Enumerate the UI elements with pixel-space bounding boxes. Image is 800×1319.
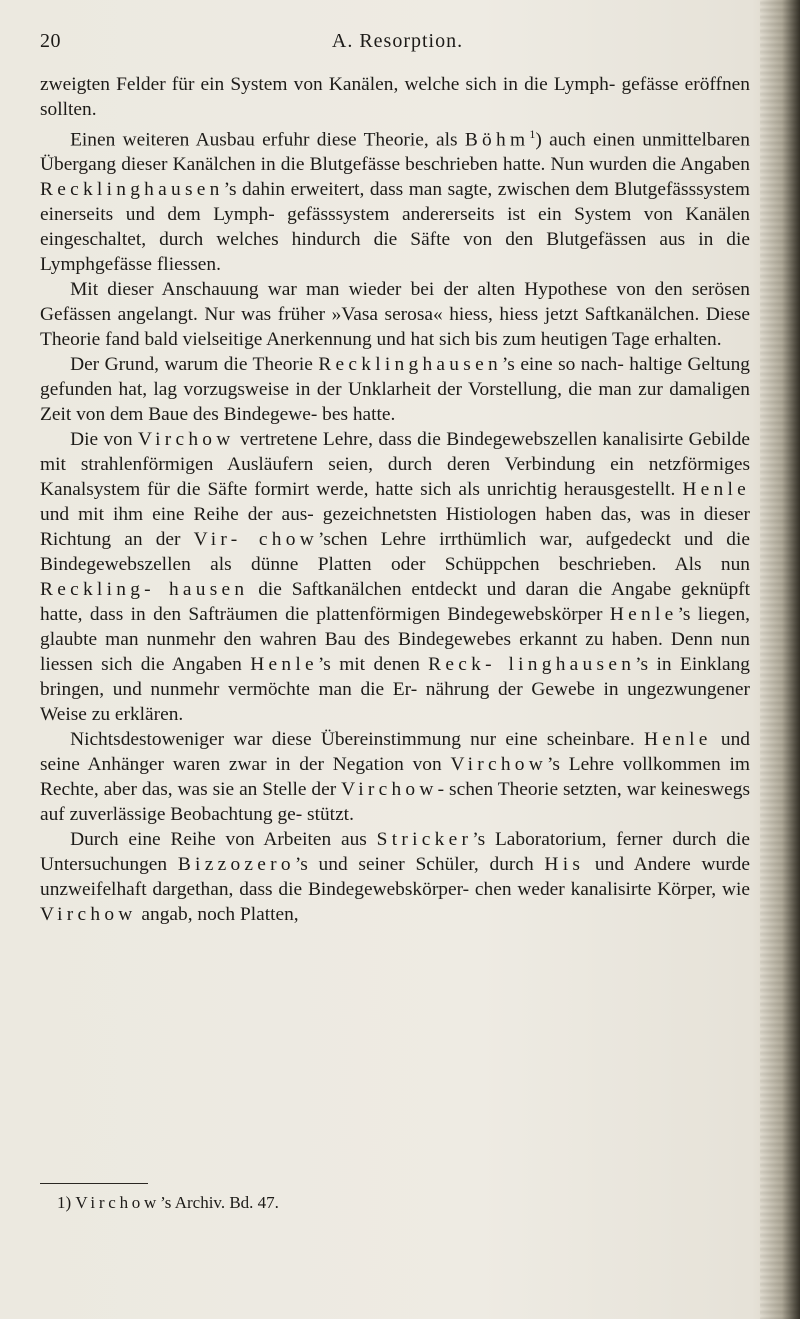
- body-text: [40, 72, 750, 927]
- binding-edge: [760, 0, 800, 1319]
- text-run: und Andere wurde unzweifelhaft dargethan, dass die Bindegewebskörper- chen weder kanalisirte Körper, wie: [40, 854, 750, 901]
- text-run: ’s Laboratorium, ferner durch die Untersuchungen: [40, 829, 750, 876]
- text-run: und mit ihm eine Reihe der aus- gezeichnetsten Histiologen haben das, was in dieser Richtung an der: [40, 504, 750, 551]
- paragraph-6: [40, 727, 750, 827]
- author-name: Henle: [250, 654, 318, 676]
- text-run: ’s mit denen: [317, 654, 429, 676]
- footnote-ref: 1: [529, 127, 536, 141]
- author-name: His: [544, 854, 585, 876]
- text-run: angab, noch Platten,: [136, 904, 299, 926]
- text-run: ’s eine so nach- haltige Geltung gefunden hat, lag vorzugsweise in der Unklarheit der Vorstellung, die man zur damaligen Zeit von dem Baue des Bindegewe- bes hatte.: [40, 354, 750, 426]
- author-name: Böhm: [464, 129, 530, 151]
- paragraph-4: [40, 352, 750, 427]
- footnote-text: ’s Archiv. Bd. 47.: [160, 1193, 279, 1212]
- text-run: Nichtsdestoweniger war diese Übereinstimmung nur eine scheinbare.: [70, 729, 644, 751]
- text-run: Die von: [70, 429, 138, 451]
- text-run: und seine Anhänger waren zwar in der Negation von: [40, 729, 750, 776]
- text-run: ’s Lehre vollkommen im Rechte, aber das, was sie an Stelle der: [40, 754, 750, 801]
- author-name: Recklinghausen: [318, 354, 502, 376]
- text-run: die Saftkanälchen entdeckt und daran die Angabe geknüpft hatte, dass in den Safträumen die plattenförmigen Bindegewebskörper: [40, 579, 750, 626]
- text-run: Einen weiteren Ausbau erfuhr diese Theorie, als: [70, 129, 465, 151]
- text-run: ’s dahin erweitert, dass man sagte, zwischen dem Blutgefässsystem einerseits und dem Lymph- gefässsystem andererseits ist ein System von Kanälen eingeschaltet, durch welches hindurch die Säfte von den Blutgefässen aus in die Lymphgefässe fliessen.: [40, 179, 750, 276]
- author-name: Recklinghausen: [40, 179, 224, 201]
- author-name: Virchow: [137, 429, 235, 451]
- paragraph-1: zweigten Felder für ein System von Kanälen, welche sich in die Lymph- gefässe eröffnen sollten.: [40, 74, 750, 120]
- footnote-author: Virchow: [75, 1193, 161, 1212]
- paragraph-2: [40, 122, 750, 277]
- author-name: Virchow: [450, 754, 548, 776]
- page-header: [40, 30, 755, 60]
- author-name: Reckling- hausen: [40, 579, 249, 601]
- author-name: Virchow: [40, 904, 137, 926]
- author-name: Bizzozero: [177, 854, 295, 876]
- text-run: - schen Theorie setzten, war keineswegs auf zuverlässige Beobachtung ge- stützt.: [40, 779, 750, 826]
- text-run: Der Grund, warum die Theorie: [70, 354, 319, 376]
- footnote-rule: [40, 1183, 148, 1184]
- paragraph-3: Mit dieser Anschauung war man wieder bei der alten Hypothese von den serösen Gefässen angelangt. Nur was früher »Vasa serosa« hiess, hiess jetzt Saftkanälchen. Diese Theorie fand bald vielseitige Anerkennung und hat sich bis zum heutigen Tage erhalten.: [40, 279, 750, 351]
- paragraph-7: [40, 827, 750, 927]
- text-run: ’s in Einklang bringen, und nunmehr vermöchte man die Er- nährung der Gewebe in ungezwungener Weise zu erklären.: [40, 654, 750, 726]
- page-number: 20: [40, 30, 61, 52]
- author-name: Virchow: [341, 779, 438, 801]
- footnote: [57, 1192, 279, 1214]
- text-run: ) auch einen unmittelbaren Übergang dieser Kanälchen in die Blutgefässe beschrieben hatte. Nun wurden die Angaben: [40, 129, 750, 176]
- text-run: ’s liegen, glaubte man nunmehr den wahren Bau des Bindegewebes erkannt zu haben. Denn nun liessen sich die Angaben: [40, 604, 750, 676]
- footnote-marker: 1): [57, 1193, 72, 1212]
- paragraph-5: [40, 427, 750, 727]
- author-name: Henle: [643, 729, 712, 751]
- author-name: Henle: [682, 479, 750, 501]
- running-head: A. Resorption.: [331, 30, 464, 52]
- text-run: ’s und seiner Schüler, durch: [294, 854, 545, 876]
- author-name: Vir- chow: [193, 529, 319, 551]
- author-name: Stricker: [376, 829, 473, 851]
- text-run: vertretene Lehre, dass die Bindegewebszellen kanalisirte Gebilde mit strahlenförmigen Ausläufern seien, durch deren Verbindung ein netzförmiges Kanalsystem für die Säfte formirt werde, hatte sich als unrichtig herausgestellt.: [40, 429, 750, 501]
- author-name: Reck- linghausen: [428, 654, 636, 676]
- text-run: ’schen Lehre irrthümlich war, aufgedeckt und die Bindegewebszellen als dünne Platten oder Schüppchen beschrieben. Als nun: [40, 529, 750, 576]
- text-run: Durch eine Reihe von Arbeiten aus: [70, 829, 377, 851]
- author-name: Henle: [609, 604, 678, 626]
